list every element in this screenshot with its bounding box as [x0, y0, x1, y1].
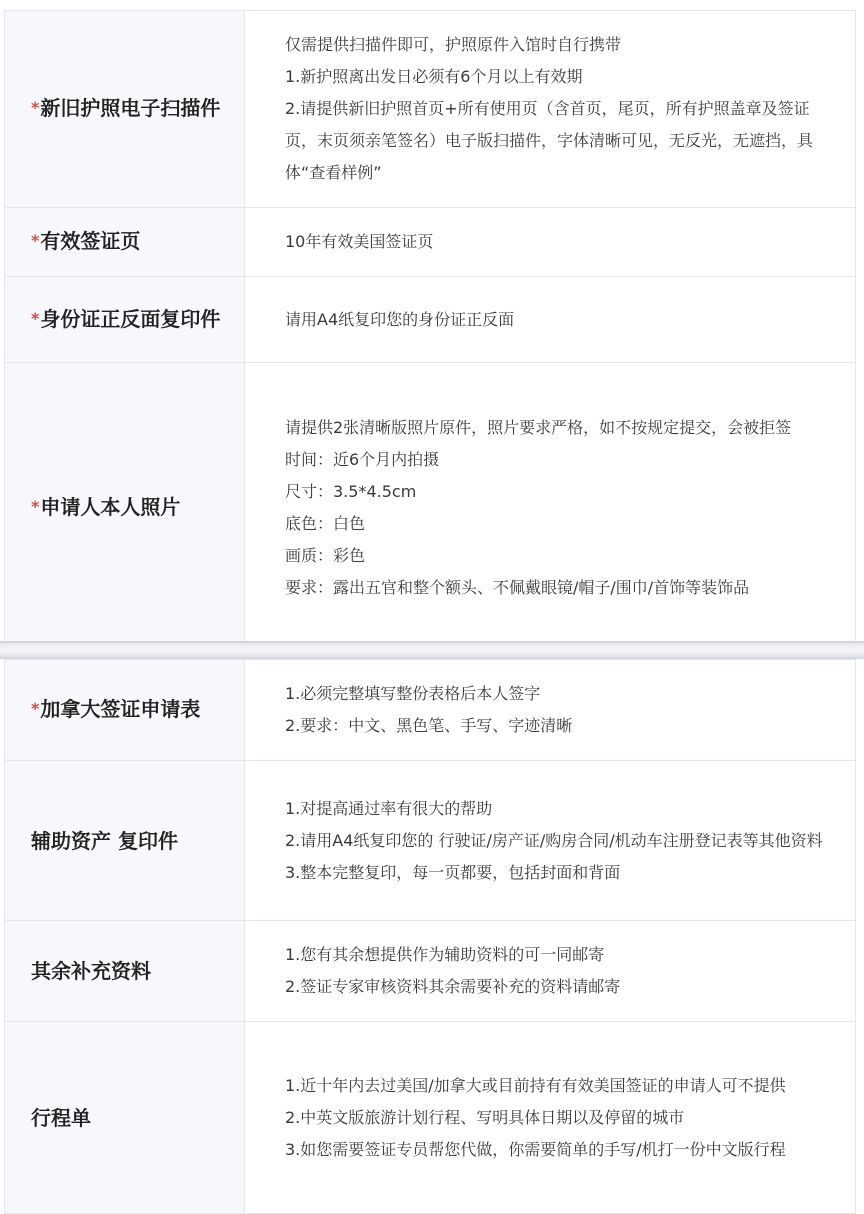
required-marker: *: [31, 496, 40, 516]
content-line: 时间：近6个月内拍摄: [285, 449, 440, 469]
table-row-assets: [5, 761, 856, 921]
row-label: 其余补充资料: [31, 959, 151, 983]
content-line: 2.请用A4纸复印您的 行驶证/房产证/购房合同/机动车注册登记表等其他资料: [285, 830, 823, 850]
content-line: 要求：露出五官和整个额头、不佩戴眼镜/帽子/围巾/首饰等装饰品: [285, 577, 750, 597]
row-label-cell: [5, 1022, 245, 1214]
content-line: 1.必须完整填写整份表格后本人签字: [285, 684, 541, 703]
content-line: 2.中英文版旅游计划行程、写明具体日期以及停留的城市: [285, 1107, 685, 1127]
table-row-supplementary: [5, 921, 856, 1022]
row-content-cell: [245, 1022, 856, 1214]
row-label: [31, 94, 228, 124]
row-label-cell: [5, 660, 245, 761]
requirements-table-1: [4, 10, 856, 653]
content-line: 请用A4纸复印您的身份证正反面: [285, 309, 515, 329]
row-label-text: 申请人本人照片: [40, 494, 181, 519]
content-line: 底色：白色: [285, 513, 366, 533]
row-content-cell: [245, 208, 856, 277]
content-line: 请提供2张清晰版照片原件，照片要求严格，如不按规定提交，会被拒签: [285, 417, 792, 437]
row-label-text: 身份证正反面复印件: [40, 306, 221, 331]
row-label-cell: [5, 277, 245, 363]
row-label-text: 新旧护照电子扫描件: [40, 96, 221, 120]
content-line: 1.新护照离出发日必须有6个月以上有效期: [285, 67, 583, 86]
section-divider: [0, 641, 864, 659]
row-label: [31, 305, 228, 335]
requirements-table-2: [4, 659, 856, 1214]
content-line: 3.如您需要签证专员帮您代做，你需要简单的手写/机打一份中文版行程: [285, 1139, 786, 1159]
row-content-cell: [245, 660, 856, 761]
required-marker: *: [31, 699, 40, 718]
row-content-cell: [245, 277, 856, 363]
content-line: 3.整本完整复印，每一页都要，包括封面和背面: [285, 862, 621, 882]
content-line: 2.请提供新旧护照首页+所有使用页（含首页，尾页，所有护照盖章及签证页，末页须亲笔签名）电子版扫描件，字体清晰可见，无反光，无遮挡，具体“查看样例”: [285, 99, 814, 182]
content-line: 1.您有其余想提供作为辅助资料的可一同邮寄: [285, 945, 605, 964]
required-marker: *: [31, 98, 40, 117]
table-row-valid-visa: [5, 208, 856, 277]
content-line: 仅需提供扫描件即可，护照原件入馆时自行携带: [285, 35, 622, 54]
row-label-cell: [5, 921, 245, 1022]
row-content-cell: [245, 921, 856, 1022]
row-label: 行程单: [31, 1105, 91, 1130]
content-line: 10年有效美国签证页: [285, 232, 434, 251]
content-line: 1.近十年内去过美国/加拿大或目前持有有效美国签证的申请人可不提供: [285, 1075, 786, 1095]
row-label: [31, 493, 228, 523]
row-label-cell: [5, 208, 245, 277]
row-label-text: 加拿大签证申请表: [40, 697, 201, 721]
row-label-cell: [5, 363, 245, 653]
required-marker: *: [31, 231, 40, 250]
row-content-cell: [245, 11, 856, 208]
content-line: 2.要求：中文、黑色笔、手写、字迹清晰: [285, 716, 573, 735]
row-content-cell: [245, 761, 856, 921]
content-line: 尺寸：3.5*4.5cm: [285, 481, 417, 501]
row-label: [31, 695, 228, 725]
row-label-cell: [5, 11, 245, 208]
content-line: 1.对提高通过率有很大的帮助: [285, 798, 493, 818]
table-row-photo: [5, 363, 856, 653]
table-row-id-card: [5, 277, 856, 363]
content-line: 画质：彩色: [285, 545, 366, 565]
required-marker: *: [31, 308, 40, 328]
row-label: 辅助资产 复印件: [31, 828, 178, 853]
row-label-text: 有效签证页: [40, 229, 141, 253]
table-row-passport-scan: [5, 11, 856, 208]
table-row-application-form: [5, 660, 856, 761]
row-content-cell: [245, 363, 856, 653]
row-label: [31, 227, 228, 257]
content-line: 2.签证专家审核资料其余需要补充的资料请邮寄: [285, 977, 621, 996]
table-row-itinerary: [5, 1022, 856, 1214]
row-label-cell: [5, 761, 245, 921]
